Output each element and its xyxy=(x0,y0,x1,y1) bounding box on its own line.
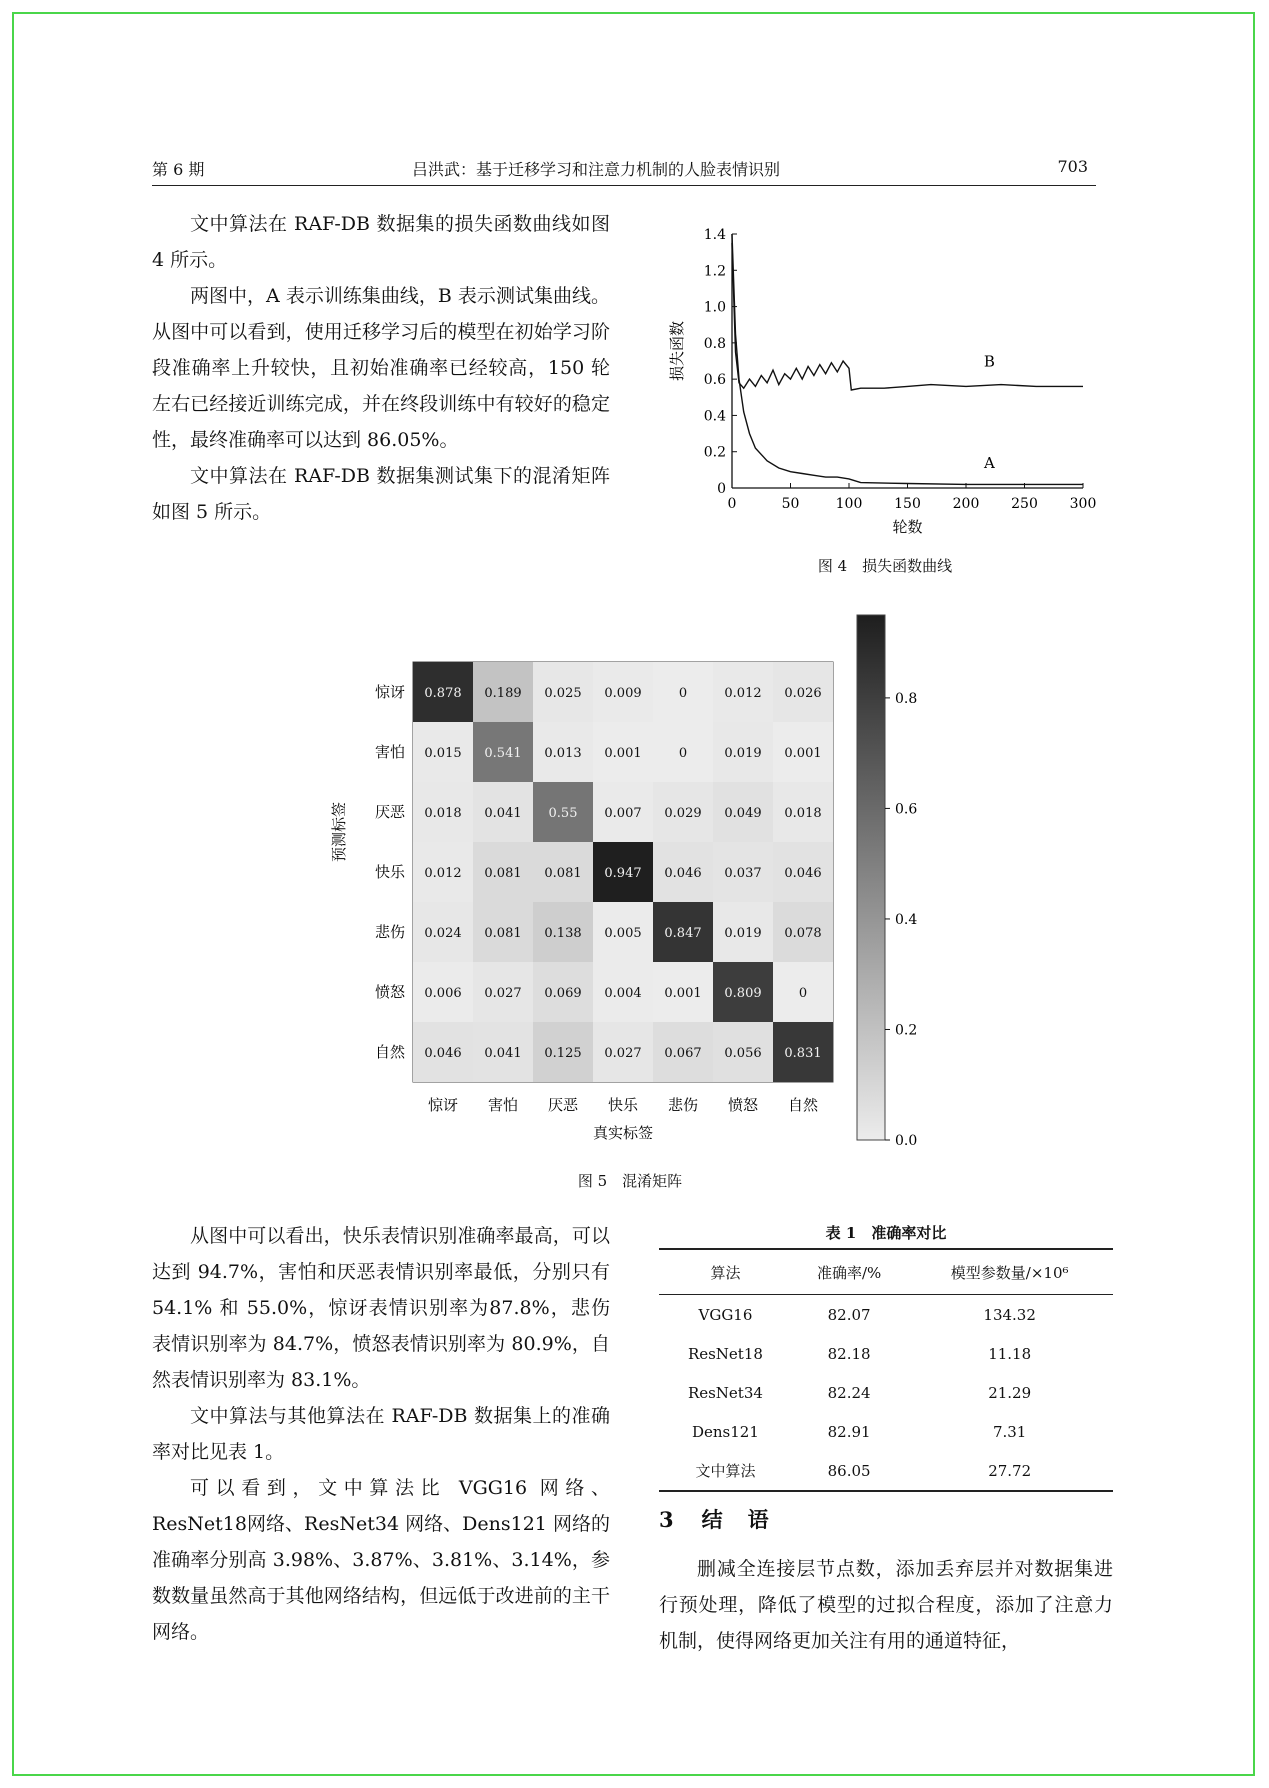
table-row xyxy=(659,1412,1113,1451)
series-line-B xyxy=(732,243,1083,390)
y-tick-label: 0.2 xyxy=(703,444,726,461)
y-axis-label: 损失函数 xyxy=(668,320,686,382)
section-number: 3 xyxy=(659,1507,676,1532)
table-cell: VGG16 xyxy=(698,1305,753,1324)
row-category-label: 害怕 xyxy=(374,743,405,761)
cell-value-label: 0.005 xyxy=(604,926,642,941)
x-tick-label: 50 xyxy=(781,496,800,512)
table-cell: 7.31 xyxy=(992,1422,1027,1441)
colorbar-tick-label: 0.6 xyxy=(895,801,918,818)
table-cell: 27.72 xyxy=(988,1461,1032,1480)
cell-value-label: 0.019 xyxy=(724,746,762,761)
table-cell: ResNet18 xyxy=(687,1344,763,1363)
cell-value-label: 0.078 xyxy=(784,926,822,941)
cell-value-label: 0.001 xyxy=(604,746,642,761)
column-category-label: 悲伤 xyxy=(667,1096,699,1114)
cell-value-label: 0.049 xyxy=(724,806,762,821)
cell-value-label: 0.001 xyxy=(664,986,702,1001)
figure4-caption: 图 4 损失函数曲线 xyxy=(817,557,953,575)
cell-value-label: 0.081 xyxy=(544,866,582,881)
cell-value-label: 0.018 xyxy=(784,806,822,821)
x-axis-label: 真实标签 xyxy=(592,1124,654,1142)
cell-value-label: 0 xyxy=(798,986,808,1001)
cell-value-label: 0.027 xyxy=(604,1046,642,1061)
cell-value-label: 0.947 xyxy=(604,866,642,881)
cell-value-label: 0.138 xyxy=(544,926,582,941)
column-category-label: 愤怒 xyxy=(727,1096,759,1114)
series-label-A: A xyxy=(983,454,995,473)
cell-value-label: 0.001 xyxy=(784,746,822,761)
cell-value-label: 0.046 xyxy=(424,1046,462,1061)
paragraph: 可以看到，文中算法比 VGG16 网络、ResNet18网络、ResNet34 网络、Dens121 网络的准确率分别高 3.98%、3.87%、3.81%、3.14%，参数数量虽然高于其他网络结构，但远低于改进前的主干网络。 xyxy=(152,1477,610,1643)
accuracy-comparison-table xyxy=(659,1218,1113,1492)
paragraph: 两图中，A 表示训练集曲线，B 表示测试集曲线。从图中可以看到，使用迁移学习后的模型在初始学习阶段准确率上升较快，且初始准确率已经较高，150 轮左右已经接近训练完成，并在终段训练中有较好的稳定性，最终准确率可以达到 86.05%。 xyxy=(152,285,610,451)
y-axis-label: 预测标签 xyxy=(330,801,348,863)
row-category-label: 厌恶 xyxy=(374,803,405,821)
cell-value-label: 0.081 xyxy=(484,866,522,881)
cell-value-label: 0.069 xyxy=(544,986,582,1001)
cell-value-label: 0.027 xyxy=(484,986,522,1001)
cell-value-label: 0.012 xyxy=(424,866,462,881)
cell-value-label: 0.067 xyxy=(664,1046,702,1061)
series-line-A xyxy=(732,234,1083,484)
cell-value-label: 0.541 xyxy=(484,746,522,761)
cell-value-label: 0.041 xyxy=(484,806,522,821)
cell-value-label: 0.006 xyxy=(424,986,462,1001)
cell-value-label: 0.007 xyxy=(604,806,642,821)
x-tick-label: 200 xyxy=(952,496,980,512)
table-row xyxy=(659,1451,1113,1491)
table-cell: 21.29 xyxy=(988,1383,1032,1402)
table-cell: ResNet34 xyxy=(687,1383,763,1402)
row-category-label: 愤怒 xyxy=(374,983,405,1001)
cell-value-label: 0.847 xyxy=(664,926,702,941)
cell-value-label: 0.125 xyxy=(544,1046,582,1061)
x-axis-label: 轮数 xyxy=(892,518,923,536)
running-header xyxy=(152,153,1096,186)
section-heading xyxy=(659,1504,771,1534)
cell-value-label: 0.015 xyxy=(424,746,462,761)
row-category-label: 悲伤 xyxy=(374,923,405,941)
x-tick-label: 0 xyxy=(727,496,737,512)
loss-curve-chart xyxy=(655,220,1115,555)
running-title: 吕洪武：基于迁移学习和注意力机制的人脸表情识别 xyxy=(412,160,781,179)
column-category-label: 害怕 xyxy=(487,1096,519,1114)
paragraph: 文中算法在 RAF-DB 数据集的损失函数曲线如图 4 所示。 xyxy=(152,213,610,271)
body-text-left-top xyxy=(152,206,610,530)
y-tick-label: 0.8 xyxy=(703,335,726,352)
cell-value-label: 0.809 xyxy=(724,986,762,1001)
series-label-B: B xyxy=(983,352,995,371)
cell-value-label: 0.004 xyxy=(604,986,642,1001)
table-row xyxy=(659,1334,1113,1373)
cell-value-label: 0.081 xyxy=(484,926,522,941)
y-tick-label: 0 xyxy=(717,481,726,497)
cell-value-label: 0.55 xyxy=(548,806,578,821)
cell-value-label: 0.878 xyxy=(424,686,462,701)
y-tick-label: 1.0 xyxy=(703,299,726,316)
paragraph: 删减全连接层节点数，添加丢弃层并对数据集进行预处理，降低了模型的过拟合程度，添加了注意力机制，使得网络更加关注有用的通道特征， xyxy=(659,1558,1113,1652)
cell-value-label: 0 xyxy=(678,746,688,761)
table-cell: 134.32 xyxy=(983,1305,1036,1324)
table-header-cell: 算法 xyxy=(710,1263,741,1282)
column-category-label: 自然 xyxy=(787,1096,819,1114)
table-title: 表 1 准确率对比 xyxy=(825,1224,947,1242)
cell-value-label: 0.025 xyxy=(544,686,582,701)
x-tick-label: 300 xyxy=(1069,496,1097,512)
x-tick-label: 150 xyxy=(894,496,921,512)
column-category-label: 惊讶 xyxy=(427,1096,459,1114)
colorbar-tick-label: 0.0 xyxy=(895,1133,918,1149)
table-cell: 11.18 xyxy=(988,1344,1032,1363)
cell-value-label: 0 xyxy=(678,686,688,701)
paragraph: 文中算法在 RAF-DB 数据集测试集下的混淆矩阵如图 5 所示。 xyxy=(152,465,610,523)
table-header-row xyxy=(659,1249,1113,1295)
table-header-cell: 模型参数量/×10⁶ xyxy=(950,1263,1069,1282)
cell-value-label: 0.046 xyxy=(664,866,702,881)
cell-value-label: 0.013 xyxy=(544,746,582,761)
table-row xyxy=(659,1373,1113,1412)
table-header-cell: 准确率/% xyxy=(816,1263,882,1282)
table-row xyxy=(659,1295,1113,1335)
cell-value-label: 0.012 xyxy=(724,686,762,701)
cell-value-label: 0.024 xyxy=(424,926,462,941)
issue-number: 第 6 期 xyxy=(152,160,205,179)
y-tick-label: 0.6 xyxy=(703,372,726,389)
section-title: 结 语 xyxy=(701,1507,771,1532)
cell-value-label: 0.009 xyxy=(604,686,642,701)
y-tick-label: 1.4 xyxy=(703,227,726,243)
cell-value-label: 0.029 xyxy=(664,806,702,821)
table-cell: 82.07 xyxy=(827,1305,871,1324)
paragraph: 从图中可以看出，快乐表情识别准确率最高，可以达到 94.7%，害怕和厌恶表情识别率最低，分别只有 54.1% 和 55.0%，惊讶表情识别率为87.8%，悲伤表情识别率为 84.7%，愤怒表情识别率为 80.9%，自然表情识别率为 83.1%。 xyxy=(152,1225,610,1391)
x-tick-label: 100 xyxy=(835,496,863,512)
cell-value-label: 0.831 xyxy=(784,1046,822,1061)
cell-value-label: 0.037 xyxy=(724,866,762,881)
cell-value-label: 0.056 xyxy=(724,1046,762,1061)
cell-value-label: 0.046 xyxy=(784,866,822,881)
confusion-matrix-chart xyxy=(320,605,940,1165)
page-number: 703 xyxy=(1057,157,1088,176)
row-category-label: 惊讶 xyxy=(374,683,405,701)
colorbar-tick-label: 0.4 xyxy=(895,911,918,928)
table-cell: 文中算法 xyxy=(695,1462,756,1480)
body-text-right-bottom xyxy=(659,1551,1113,1659)
figure5-caption: 图 5 混淆矩阵 xyxy=(577,1172,683,1190)
table-cell: 82.91 xyxy=(827,1422,871,1441)
y-tick-label: 0.4 xyxy=(703,408,726,425)
row-category-label: 自然 xyxy=(374,1043,405,1061)
table-cell: 86.05 xyxy=(827,1461,871,1480)
body-text-left-bottom xyxy=(152,1218,610,1650)
row-category-label: 快乐 xyxy=(374,863,405,881)
table-cell: Dens121 xyxy=(691,1422,759,1441)
table-cell: 82.18 xyxy=(827,1344,871,1363)
colorbar-tick-label: 0.2 xyxy=(895,1022,918,1039)
column-category-label: 厌恶 xyxy=(547,1096,579,1114)
column-category-label: 快乐 xyxy=(607,1096,639,1114)
colorbar-tick-label: 0.8 xyxy=(895,690,918,707)
table-cell: 82.24 xyxy=(827,1383,871,1402)
colorbar xyxy=(857,615,885,1140)
cell-value-label: 0.041 xyxy=(484,1046,522,1061)
cell-value-label: 0.026 xyxy=(784,686,822,701)
cell-value-label: 0.018 xyxy=(424,806,462,821)
cell-value-label: 0.019 xyxy=(724,926,762,941)
paragraph: 文中算法与其他算法在 RAF-DB 数据集上的准确率对比见表 1。 xyxy=(152,1405,610,1463)
y-tick-label: 1.2 xyxy=(703,263,726,280)
x-tick-label: 250 xyxy=(1011,496,1038,512)
cell-value-label: 0.189 xyxy=(484,686,522,701)
